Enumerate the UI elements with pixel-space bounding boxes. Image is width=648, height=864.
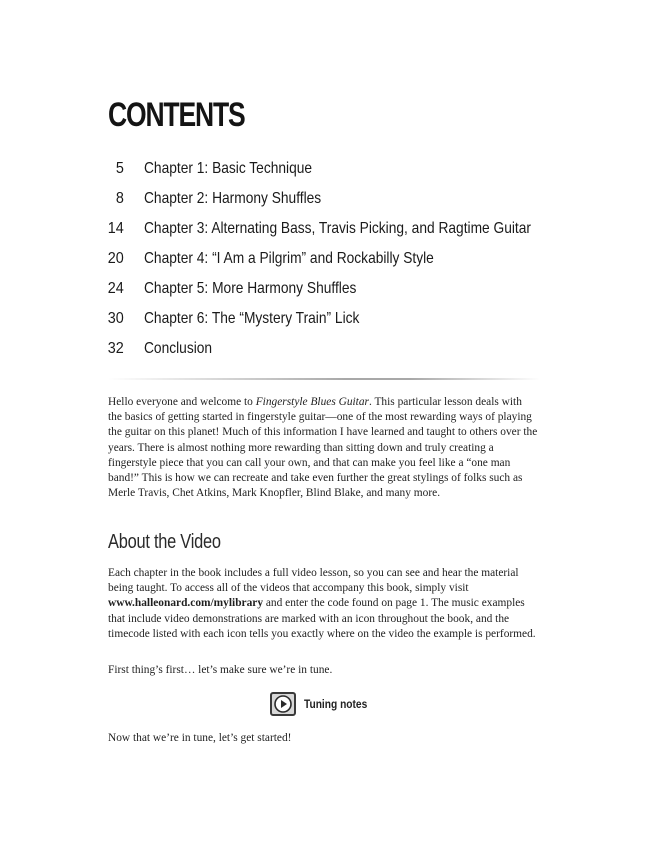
tune-instruction: First thing’s first… let’s make sure we’re in tune. (108, 664, 333, 676)
toc-entry[interactable] (0, 250, 648, 280)
toc-entry[interactable] (0, 160, 648, 190)
toc-chapter-title: Chapter 6: The “Mystery Train” Lick (144, 310, 360, 327)
toc-entry[interactable] (0, 190, 648, 220)
toc-page-number: 24 (107, 280, 124, 297)
book-title: Fingerstyle Blues Guitar (255, 396, 369, 408)
toc-page-number: 32 (107, 340, 124, 357)
video-text-start: Each chapter in the book includes a full video lesson, so you can see and hear the material being taught. To access all of the videos that accompany this book, simply visit (108, 567, 519, 595)
toc-page-number: 30 (107, 310, 124, 327)
page-title: CONTENTS (108, 96, 245, 134)
toc-entry[interactable] (0, 220, 648, 250)
about-video-heading: About the Video (108, 531, 221, 553)
section-divider (108, 378, 540, 380)
library-url-link[interactable]: www.halleonard.com/mylibrary (108, 597, 264, 610)
toc-chapter-title: Chapter 2: Harmony Shuffles (144, 190, 322, 207)
toc-page-number: 8 (115, 190, 124, 207)
toc-chapter-title: Chapter 3: Alternating Bass, Travis Picking, and Ragtime Guitar (144, 220, 531, 237)
toc-chapter-title: Conclusion (144, 340, 213, 357)
intro-paragraph (108, 395, 538, 501)
toc-chapter-title: Chapter 5: More Harmony Shuffles (144, 280, 357, 297)
intro-text-start: Hello everyone and welcome to (108, 396, 256, 408)
intro-text-end: . This particular lesson deals with the basics of getting started in fingerstyle guitar—one of the most rewarding ways of playing the guitar on this planet! Much of this information I have learned and taught to others over the years. There is almost nothing more rewarding than sitting down and truly creating a fingerstyle piece that you can call your own, and that can make you feel like a “one man band!” This is how we can recreate and take even further the great stylings of folks such as Merle Travis, Chet Atkins, Mark Knopfler, Blind Blake, and many more. (108, 396, 538, 500)
toc-page-number: 20 (107, 250, 124, 267)
toc-chapter-title: Chapter 4: “I Am a Pilgrim” and Rockabilly Style (144, 250, 434, 267)
tuning-notes-label: Tuning notes (304, 697, 368, 711)
toc-entry[interactable] (0, 340, 648, 370)
video-paragraph (108, 566, 538, 642)
video-text-end: and enter the code found on page 1. The music examples that include video demonstrations are marked with an icon throughout the book, and the timecode listed with each icon tells you exactly where on the video the example is performed. (108, 597, 536, 640)
toc-page-number: 5 (115, 160, 124, 177)
play-video-icon[interactable] (270, 692, 296, 716)
toc-entry[interactable] (0, 280, 648, 310)
toc-chapter-title: Chapter 1: Basic Technique (144, 160, 313, 177)
closing-line: Now that we’re in tune, let’s get started! (108, 732, 292, 744)
toc-entry[interactable] (0, 310, 648, 340)
table-of-contents (0, 160, 648, 370)
toc-page-number: 14 (107, 220, 124, 237)
tuning-notes-video[interactable] (270, 690, 378, 718)
